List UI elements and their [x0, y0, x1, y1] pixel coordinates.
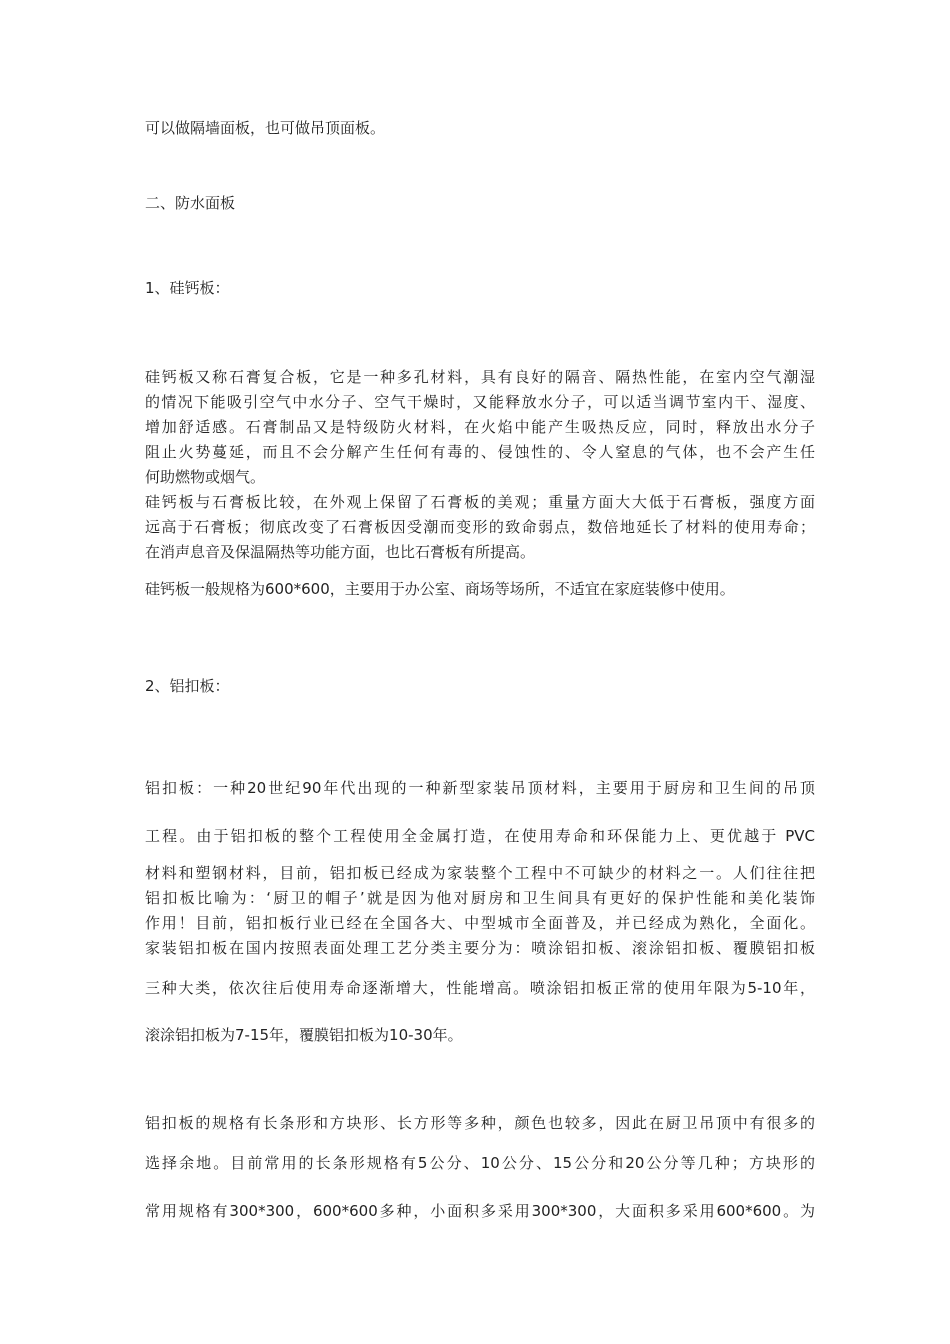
text-line: 增加舒适感。石膏制品又是特级防火材料，在火焰中能产生吸热反应，同时，释放出水分子	[145, 418, 815, 436]
section-heading: 二、防水面板	[145, 194, 236, 212]
text-line: 常用规格有300*300，600*600多种，小面积多采用300*300，大面积多采用600*600。为	[145, 1202, 815, 1220]
text-line: 工程。由于铝扣板的整个工程使用全金属打造，在使用寿命和环保能力上、更优越于 PVC	[145, 827, 815, 845]
text-line: 硅钙板又称石膏复合板，它是一种多孔材料，具有良好的隔音、隔热性能，在室内空气潮湿	[145, 368, 815, 386]
text-line: 可以做隔墙面板，也可做吊顶面板。	[145, 119, 386, 137]
text-line: 滚涂铝扣板为7-15年，覆膜铝扣板为10-30年。	[145, 1026, 463, 1044]
text-line: 远高于石膏板；彻底改变了石膏板因受潮而变形的致命弱点，数倍地延长了材料的使用寿命；	[145, 518, 815, 536]
subsection-heading: 1、硅钙板：	[145, 279, 230, 297]
subsection-heading: 2、铝扣板：	[145, 677, 230, 695]
text-line: 硅钙板与石膏板比较，在外观上保留了石膏板的美观；重量方面大大低于石膏板，强度方面	[145, 493, 815, 511]
text-line: 三种大类，依次往后使用寿命逐渐增大，性能增高。喷涂铝扣板正常的使用年限为5-10年，	[145, 979, 815, 997]
text-line: 材料和塑钢材料，目前，铝扣板已经成为家装整个工程中不可缺少的材料之一。人们往往把	[145, 864, 815, 882]
text-line: 铝扣板比喻为：‘厨卫的帽子’就是因为他对厨房和卫生间具有更好的保护性能和美化装饰	[145, 889, 815, 907]
text-line: 在消声息音及保温隔热等功能方面，也比石膏板有所提高。	[145, 543, 536, 561]
text-line: 作用！目前，铝扣板行业已经在全国各大、中型城市全面普及，并已经成为熟化，全面化。	[145, 914, 815, 932]
text-line: 硅钙板一般规格为600*600，主要用于办公室、商场等场所，不适宜在家庭装修中使用。	[145, 580, 735, 598]
text-line: 何助燃物或烟气。	[145, 468, 266, 486]
text-line: 铝扣板的规格有长条形和方块形、长方形等多种，颜色也较多，因此在厨卫吊顶中有很多的	[145, 1114, 815, 1132]
text-line: 阻止火势蔓延，而且不会分解产生任何有毒的、侵蚀性的、令人窒息的气体，也不会产生任	[145, 443, 815, 461]
text-line: 铝扣板：一种20世纪90年代出现的一种新型家装吊顶材料，主要用于厨房和卫生间的吊顶	[145, 779, 815, 797]
text-line: 的情况下能吸引空气中水分子、空气干燥时，又能释放水分子，可以适当调节室内干、湿度、	[145, 393, 815, 411]
text-line: 家装铝扣板在国内按照表面处理工艺分类主要分为：喷涂铝扣板、滚涂铝扣板、覆膜铝扣板	[145, 939, 815, 957]
text-line: 选择余地。目前常用的长条形规格有5公分、10公分、15公分和20公分等几种；方块形的	[145, 1154, 815, 1172]
